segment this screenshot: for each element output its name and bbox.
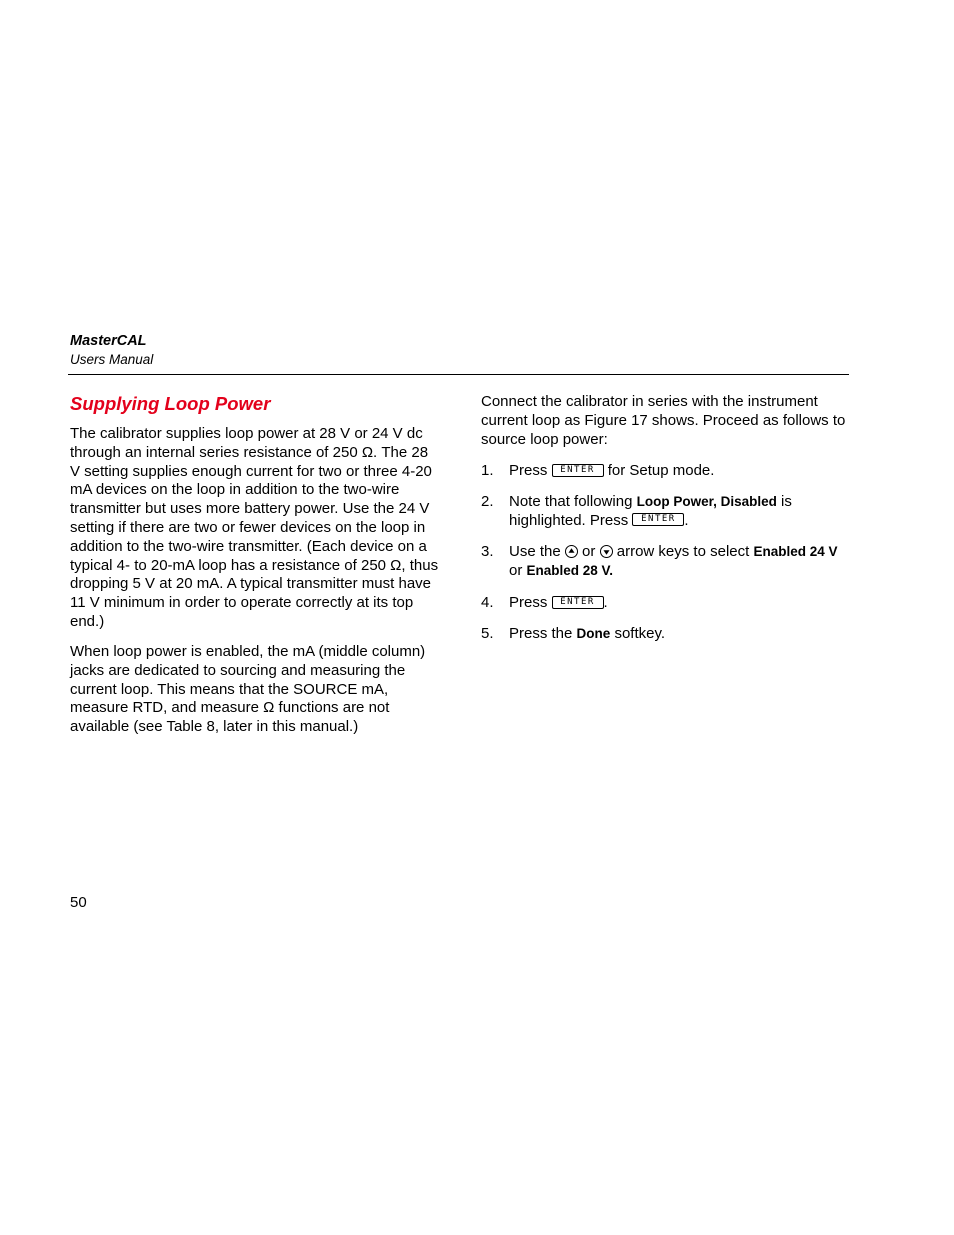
step-text: . [603,594,608,611]
page-number: 50 [70,894,87,911]
down-arrow-key-icon [600,545,613,558]
menu-option-label: Enabled 28 V. [526,562,614,578]
step-text: or [582,543,596,560]
page-header-title: MasterCAL [70,333,147,349]
step-text: arrow keys to select [616,543,750,560]
step-text: Press [509,594,548,611]
section-heading: Supplying Loop Power [70,393,271,414]
enter-key-icon: ENTER [552,464,604,477]
step-number: 2. [481,493,494,510]
step-text: for Setup mode. [607,462,715,479]
enter-key-icon: ENTER [552,596,604,609]
left-paragraph-1: The calibrator supplies loop power at 28 V or 24 V dc through an internal series resistance of 250 Ω. The 28 V setting supplies enough current for two or three 4-20 mA devices on the loop in addition to the two-wire transmitter but uses more battery power. Use the 24 V setting if there are two or fewer devices on the loop in addition to the two-wire transmitter. (Each device on a typical 4- to 20-mA loop has a resistance of 250 Ω, thus dropping 5 V at 20 mA. A typical transmitter must have 11 V minimum in order to operate correctly at its top end.) [70,425,439,630]
header-rule [68,374,849,375]
step-number: 3. [481,543,494,560]
step-body [509,462,849,481]
step-number: 5. [481,625,494,642]
step-text: Note that following [509,493,633,510]
left-paragraph-2: When loop power is enabled, the mA (middle column) jacks are dedicated to sourcing and measuring the current loop. This means that the SOURCE mA, measure RTD, and measure Ω functions are not available (see Table 8, later in this manual.) [70,643,426,736]
step-text: is highlighted. Press [509,493,792,529]
right-intro-paragraph: Connect the calibrator in series with the instrument current loop as Figure 17 shows. Proceed as follows to source loop power: [481,393,846,448]
menu-option-label: Loop Power, Disabled [636,494,777,509]
step-number: 4. [481,594,494,611]
step-text: Press the [509,625,573,642]
page-header-subtitle: Users Manual [70,352,154,367]
step-text: Press [509,462,548,479]
enter-key-icon: ENTER [632,513,684,526]
step-text: or [509,561,523,579]
softkey-label: Done [576,626,611,641]
up-arrow-key-icon [565,545,578,558]
step-body [509,625,849,644]
step-body [509,594,849,613]
menu-option-label: Enabled 24 V [753,544,838,559]
step-text: Use the [509,543,561,560]
step-text: . [684,511,689,529]
step-text: softkey. [614,625,666,642]
step-body [509,493,849,531]
step-body [509,543,849,581]
step-number: 1. [481,462,494,479]
